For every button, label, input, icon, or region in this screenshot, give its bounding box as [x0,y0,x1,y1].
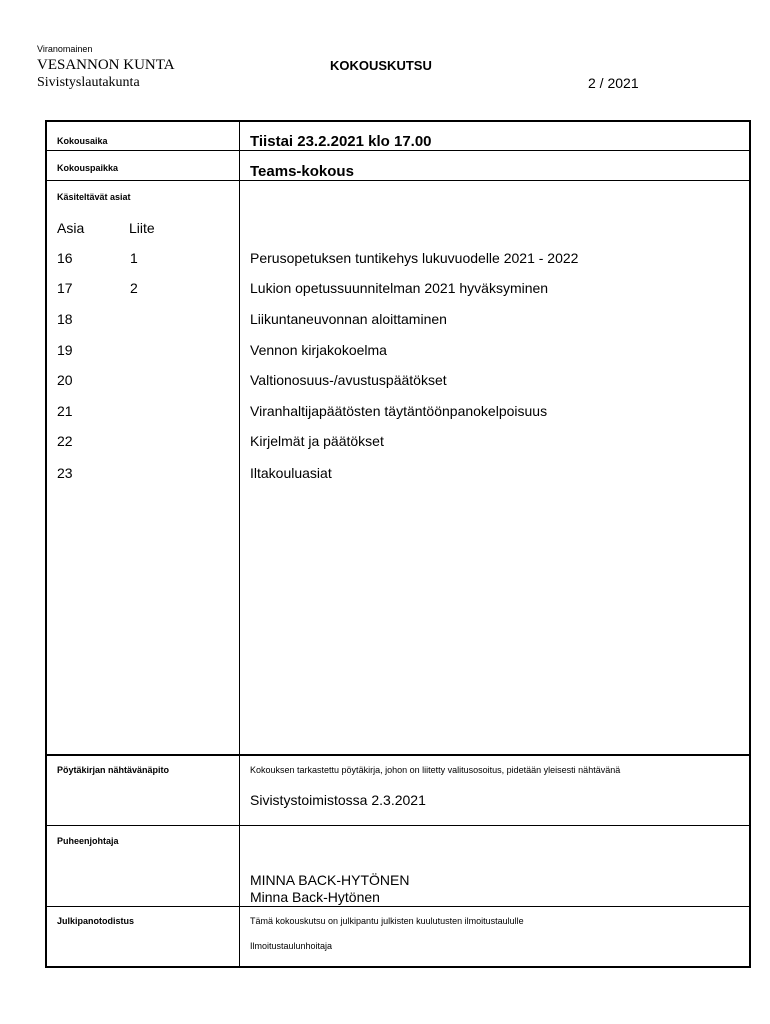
publication-label: Julkipanotodistus [57,916,135,926]
publication-statement: Tämä kokouskutsu on julkipantu julkisten kuulutusten ilmoitustaululle [250,916,524,926]
document-number: 2 / 2021 [588,75,639,91]
meeting-place-value: Teams-kokous [250,163,354,180]
agenda-item-attachment: 2 [130,280,138,296]
minutes-location: Sivistystoimistossa 2.3.2021 [250,792,426,808]
minutes-note: Kokouksen tarkastettu pöytäkirja, johon on liitetty valitusosoitus, pidetään yleisesti nähtävänä [250,765,621,775]
chair-name-upper: MINNA BACK-HYTÖNEN [250,872,410,888]
meeting-table [45,120,751,968]
agenda-item-number: 22 [57,433,73,449]
document-title: KOKOUSKUTSU [330,58,432,73]
chair-label: Puheenjohtaja [57,836,119,846]
agenda-item-number: 20 [57,372,73,388]
agenda-item-attachment: 1 [130,250,138,266]
meeting-time-value: Tiistai 23.2.2021 klo 17.00 [250,133,432,150]
agenda-section-label: Käsiteltävät asiat [57,192,131,202]
minutes-label: Pöytäkirjan nähtävänäpito [57,765,170,775]
agenda-item-number: 18 [57,311,73,327]
agenda-item-title: Viranhaltijapäätösten täytäntöönpanokelpoisuus [250,403,548,419]
agenda-item-title: Perusopetuksen tuntikehys lukuvuodelle 2021 - 2022 [250,250,579,266]
agenda-item-title: Kirjelmät ja päätökset [250,433,384,449]
chair-name: Minna Back-Hytönen [250,889,380,905]
agenda-item-title: Valtionosuus-/avustuspäätökset [250,372,447,388]
agenda-item-title: Liikuntaneuvonnan aloittaminen [250,311,447,327]
agenda-item-title: Lukion opetussuunnitelman 2021 hyväksyminen [250,280,549,296]
row-divider [46,754,750,756]
agenda-item-title: Vennon kirjakokoelma [250,342,387,358]
agenda-item-number: 17 [57,280,73,296]
row-divider [46,825,750,826]
row-divider [46,150,750,151]
row-divider [46,906,750,907]
agenda-item-number: 23 [57,465,73,481]
agenda-col-item: Asia [57,220,85,236]
agenda-item-number: 21 [57,403,73,419]
agenda-col-attachment: Liite [129,220,155,236]
organization-name: VESANNON KUNTA [37,57,175,73]
publication-signer: Ilmoitustaulunhoitaja [250,941,333,951]
row-divider [46,180,750,181]
column-divider [239,121,240,967]
authority-label: Viranomainen [37,44,93,54]
agenda-item-number: 19 [57,342,73,358]
meeting-time-label: Kokousaika [57,136,108,146]
agenda-item-title: Iltakouluasiat [250,465,332,481]
meeting-place-label: Kokouspaikka [57,163,119,173]
department-name: Sivistyslautakunta [37,75,140,90]
agenda-item-number: 16 [57,250,73,266]
